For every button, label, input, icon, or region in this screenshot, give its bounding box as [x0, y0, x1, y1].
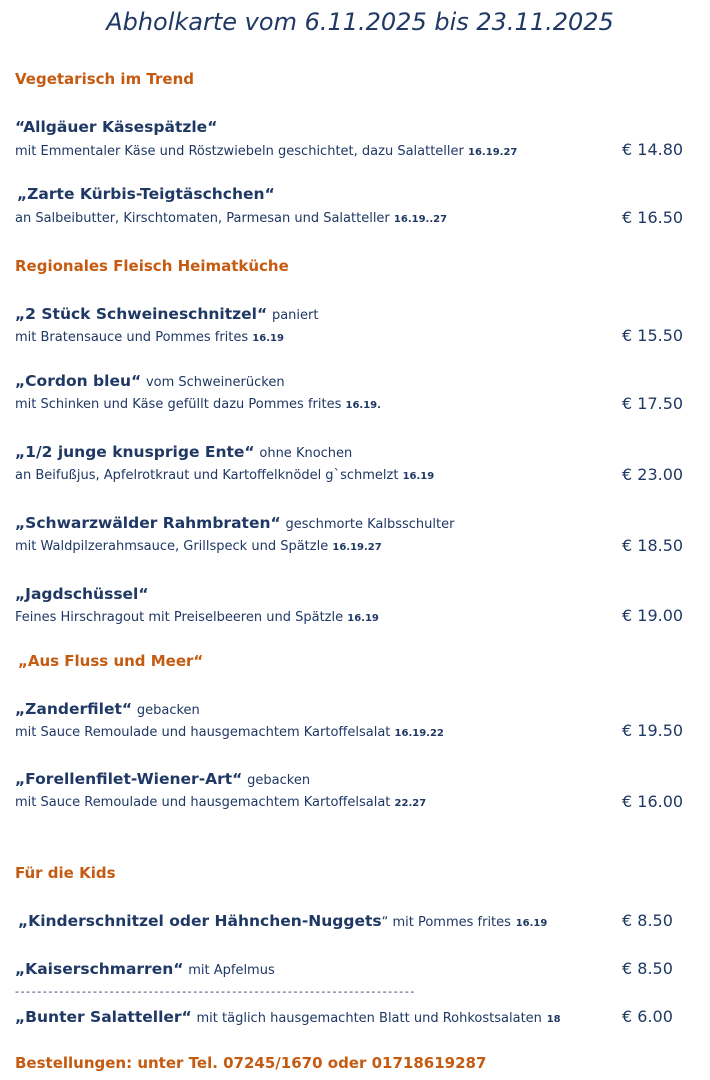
- dish-price: € 8.50: [622, 911, 673, 930]
- dish-note: gebacken: [136, 703, 200, 718]
- dish-desc-text: mit Emmentaler Käse und Röstzwiebeln geschichtet, dazu Salatteller: [15, 144, 464, 159]
- dish-description: [15, 795, 426, 810]
- dish-price: € 16.00: [622, 792, 684, 811]
- dish-price: € 17.50: [622, 394, 684, 413]
- dish-desc-text: mit Sauce Remoulade und hausgemachtem Kartoffelsalat: [15, 725, 391, 740]
- dish-description: [15, 144, 517, 159]
- dish-title: [15, 372, 285, 390]
- dish-name: „Kinderschnitzel oder Hähnchen-Nuggets: [18, 912, 382, 930]
- dish-desc-text: mit Bratensauce und Pommes frites: [15, 330, 249, 345]
- dish-name: „Kaiserschmarren“: [15, 960, 184, 978]
- dish-title: [15, 443, 352, 461]
- dish-price: € 15.50: [622, 326, 684, 345]
- dish-name: „Jagdschüssel“: [15, 585, 149, 603]
- dish-name: „Cordon bleu“: [15, 372, 142, 390]
- allergen-codes: 16.19.27: [468, 147, 518, 158]
- section-heading-fisch: „Aus Fluss und Meer“: [18, 652, 204, 670]
- dish-note: mit Apfelmus: [188, 963, 275, 978]
- dish-name: „Schwarzwälder Rahmbraten“: [15, 514, 281, 532]
- allergen-codes: 16.19: [252, 333, 284, 344]
- dish-name: „Zanderfilet“: [15, 700, 133, 718]
- dish-price: € 23.00: [622, 465, 684, 484]
- dish-name: „1/2 junge knusprige Ente“: [15, 443, 255, 461]
- dish-price: € 19.50: [622, 721, 684, 740]
- section-heading-fleisch: Regionales Fleisch Heimatküche: [15, 257, 289, 275]
- allergen-codes: 22.27: [394, 798, 427, 809]
- dish-price: € 8.50: [622, 959, 673, 978]
- dish-title: [17, 185, 275, 203]
- dish-desc-text: an Salbeibutter, Kirschtomaten, Parmesan und Salatteller: [15, 211, 390, 226]
- dish-name: „Zarte Kürbis-Teigtäschchen“: [17, 185, 275, 203]
- dish-name: „2 Stück Schweineschnitzel“: [15, 305, 268, 323]
- dish-note: geschmorte Kalbsschulter: [285, 517, 455, 532]
- dish-price: € 18.50: [622, 536, 684, 555]
- divider-line: ------------------------------------------------------------------------: [15, 985, 416, 998]
- allergen-codes: 18: [546, 1014, 561, 1025]
- dish-title: [15, 585, 149, 603]
- dish-title: [15, 770, 310, 788]
- section-heading-vegetarisch: Vegetarisch im Trend: [15, 70, 194, 88]
- dish-description: [15, 725, 444, 740]
- order-contact: Bestellungen: unter Tel. 07245/1670 oder 01718619287: [15, 1054, 487, 1072]
- allergen-codes: 16.19.27: [332, 542, 382, 553]
- allergen-codes: 16.19: [515, 918, 548, 929]
- dish-title: [15, 700, 200, 718]
- dish-name: „Bunter Salatteller“: [15, 1008, 192, 1026]
- dish-title: [15, 1008, 561, 1026]
- dish-price: € 16.50: [622, 208, 684, 227]
- dish-note: mit täglich hausgemachten Blatt und Rohkostsalaten: [196, 1011, 542, 1026]
- allergen-codes: 16.19.: [345, 400, 381, 411]
- dish-note: “ mit Pommes frites: [381, 915, 511, 930]
- dish-price: € 6.00: [622, 1007, 673, 1026]
- dish-description: [15, 330, 284, 345]
- dish-description: [15, 610, 379, 625]
- page-title: Abholkarte vom 6.11.2025 bis 23.11.2025: [106, 8, 614, 36]
- dish-note: paniert: [271, 308, 319, 323]
- allergen-codes: 16.19: [347, 613, 379, 624]
- dish-price: € 19.00: [622, 606, 684, 625]
- dish-desc-text: Feines Hirschragout mit Preiselbeeren und Spätzle: [15, 610, 344, 625]
- dish-desc-text: mit Schinken und Käse gefüllt dazu Pommes frites: [15, 397, 342, 412]
- dish-description: [15, 539, 382, 554]
- dish-description: [15, 468, 434, 483]
- dish-description: [15, 211, 447, 226]
- dish-title: [15, 118, 217, 136]
- dish-title: [15, 960, 275, 978]
- dish-title: [18, 912, 547, 930]
- dish-note: gebacken: [247, 773, 311, 788]
- dish-description: [15, 397, 381, 412]
- dish-name: “Allgäuer Käsespätzle“: [15, 118, 218, 136]
- allergen-codes: 16.19..27: [393, 214, 448, 225]
- dish-title: [15, 514, 454, 532]
- dish-desc-text: mit Sauce Remoulade und hausgemachtem Kartoffelsalat: [15, 795, 391, 810]
- allergen-codes: 16.19.22: [394, 728, 444, 739]
- dish-desc-text: an Beifußjus, Apfelrotkraut und Kartoffelknödel g`schmelzt: [15, 468, 399, 483]
- allergen-codes: 16.19: [402, 471, 435, 482]
- dish-price: € 14.80: [622, 140, 684, 159]
- dish-note: vom Schweinerücken: [145, 375, 285, 390]
- dish-title: [15, 305, 318, 323]
- dish-desc-text: mit Waldpilzerahmsauce, Grillspeck und Spätzle: [15, 539, 329, 554]
- dish-note: ohne Knochen: [259, 446, 353, 461]
- section-heading-kids: Für die Kids: [15, 864, 116, 882]
- dish-name: „Forellenfilet-Wiener-Art“: [15, 770, 243, 788]
